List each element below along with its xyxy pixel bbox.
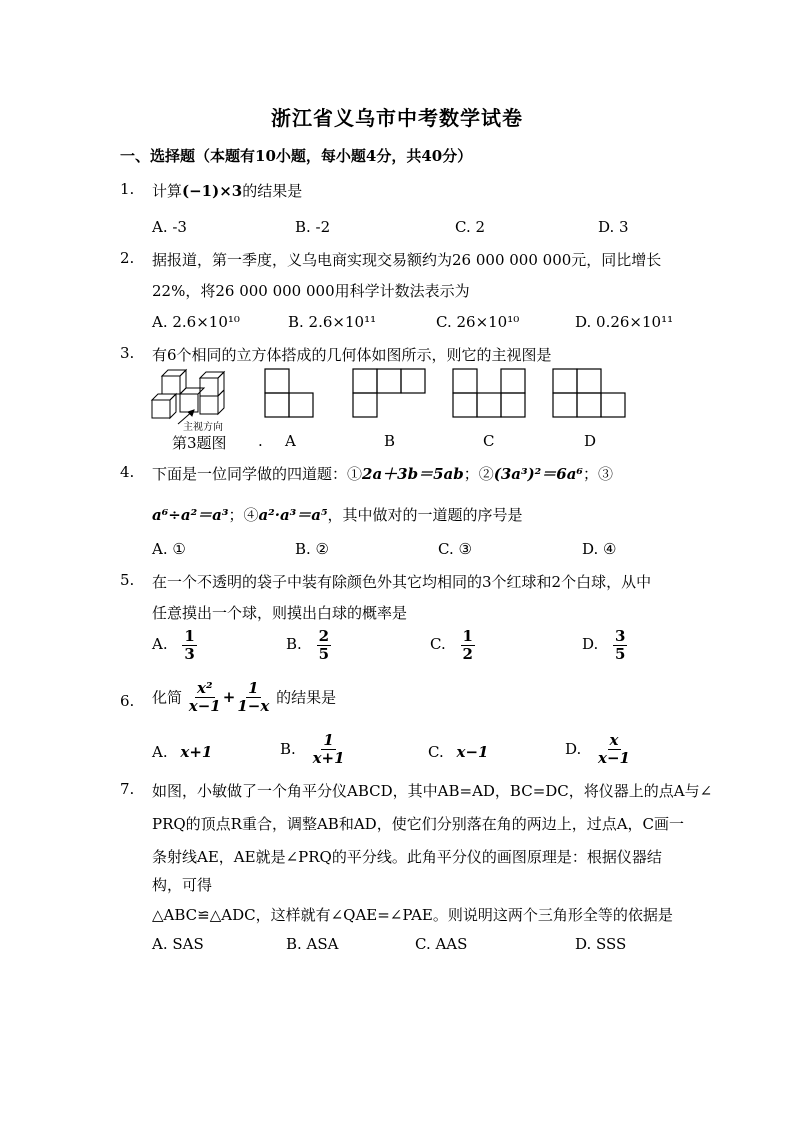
- q5-option-d-denominator: 5: [615, 644, 626, 663]
- q1-option-d: D. 3: [598, 218, 629, 236]
- q4-stem-a: 下面是一位同学做的四道题：①: [152, 465, 363, 483]
- q6-number: 6.: [120, 692, 135, 710]
- q4-number: 4.: [120, 463, 135, 481]
- q4-stem-b: ，其中做对的一道题的序号是: [327, 506, 523, 524]
- q3-option-b-view: [352, 368, 428, 418]
- q3-view-direction-label: 主视方向: [183, 422, 223, 433]
- q5-line-2: 任意摸出一个球，则摸出白球的概率是: [152, 604, 408, 622]
- q1-stem-a: 计算: [152, 182, 183, 200]
- q4-line-2: [152, 504, 523, 525]
- q3-option-c-view: [452, 368, 528, 418]
- q6-stem-b: 的结果是: [276, 688, 337, 707]
- q5-option-b-denominator: 5: [318, 644, 330, 663]
- q2-line-2: 22%，将26 000 000 000用科学计数法表示为: [152, 282, 470, 300]
- page-title: 浙江省义乌市中考数学试卷: [271, 106, 523, 130]
- q4-line-1: [152, 463, 613, 484]
- q6-option-a-label: A.: [152, 743, 168, 761]
- q2-option-d: D. 0.26×10¹¹: [575, 313, 674, 331]
- q4-expression-4: a²·a³＝a⁵: [258, 506, 328, 524]
- q5-option-b-numerator: 2: [318, 627, 330, 645]
- q6-plus: +: [222, 688, 236, 706]
- q6-option-b-numerator: 1: [323, 731, 334, 749]
- q2-number: 2.: [120, 249, 135, 267]
- q3-dot: .: [258, 432, 263, 450]
- q3-option-d: D: [584, 432, 597, 450]
- q1-stem-b: 的结果是: [242, 182, 303, 200]
- q6-option-b: [280, 732, 347, 766]
- q6-option-d-numerator: x: [609, 731, 619, 749]
- q5-option-c-denominator: 2: [462, 644, 473, 663]
- q6-option-d: [565, 732, 632, 766]
- q5-option-a-label: A.: [152, 635, 168, 653]
- q7-line-1: 如图，小敏做了一个角平分仪ABCD，其中AB=AD，BC=DC，将仪器上的点A与∠: [152, 782, 713, 800]
- q6-fraction-1-numerator: x²: [197, 679, 213, 697]
- q6-option-c: [428, 743, 488, 761]
- q5-option-a-denominator: 3: [184, 644, 195, 663]
- q4-option-d: D. ④: [582, 540, 617, 558]
- q3-option-a-view: [264, 368, 314, 418]
- q4-option-a: A. ①: [152, 540, 186, 558]
- q5-option-b-label: B.: [286, 635, 302, 653]
- q4-expression-3: a⁶÷a²＝a³: [152, 506, 229, 524]
- q5-option-c: [430, 628, 475, 662]
- q1-option-a: A. -3: [152, 218, 187, 236]
- q3-option-d-view: [552, 368, 628, 418]
- q1-option-c: C. 2: [455, 218, 486, 236]
- q1-stem: [152, 180, 302, 201]
- q3-figure-label: 第3题图: [172, 434, 227, 452]
- q6-option-b-denominator: x+1: [312, 748, 345, 767]
- q5-number: 5.: [120, 571, 135, 589]
- q4-option-b: B. ②: [295, 540, 330, 558]
- q4-option-c: C. ③: [438, 540, 472, 558]
- q7-option-a: A. SAS: [152, 935, 204, 953]
- q6-fraction-2-denominator: 1−x: [237, 696, 270, 715]
- q7-option-b: B. ASA: [286, 935, 339, 953]
- q5-line-1: 在一个不透明的袋子中装有除颜色外其它均相同的3个红球和2个白球，从中: [152, 573, 652, 591]
- q7-line-2: PRQ的顶点R重合，调整AB和AD，使它们分别落在角的两边上，过点A，C画一: [152, 815, 685, 833]
- q4-expression-2: (3a³)²＝6a⁶: [493, 465, 583, 483]
- q6-option-c-value: x−1: [456, 743, 489, 761]
- q5-option-b: [286, 628, 331, 662]
- q6-option-a-value: x+1: [180, 743, 213, 761]
- q5-option-d-label: D.: [582, 635, 599, 653]
- q2-option-b: B. 2.6×10¹¹: [288, 313, 377, 331]
- q2-option-a: A. 2.6×10¹⁰: [152, 313, 240, 331]
- q7-option-d: D. SSS: [575, 935, 627, 953]
- q3-option-a: A: [285, 432, 296, 450]
- q3-number: 3.: [120, 344, 135, 362]
- q3-stem: 有6个相同的立方体搭成的几何体如图所示，则它的主视图是: [152, 346, 552, 364]
- q7-line-3: 条射线AE，AE就是∠PRQ的平分线。此角平分仪的画图原理是：根据仪器结: [152, 848, 662, 866]
- q5-option-a-numerator: 1: [184, 627, 195, 645]
- q1-number: 1.: [120, 180, 135, 198]
- q1-option-b: B. -2: [295, 218, 331, 236]
- q2-line-1: 据报道，第一季度，义乌电商实现交易额约为26 000 000 000元，同比增长: [152, 251, 662, 269]
- q5-option-a: [152, 628, 197, 662]
- q4-separator-3: ；④: [228, 506, 259, 524]
- q7-number: 7.: [120, 780, 135, 798]
- q3-option-c: C: [483, 432, 495, 450]
- q4-separator-2: ；③: [582, 465, 613, 483]
- q6-option-b-label: B.: [280, 740, 296, 758]
- q6-option-d-denominator: x−1: [598, 748, 630, 767]
- q6-stem-a: 化简: [152, 688, 183, 707]
- q1-expression: (−1)×3: [182, 182, 243, 200]
- q6-option-d-label: D.: [565, 740, 582, 758]
- q5-option-c-numerator: 1: [462, 627, 473, 645]
- q7-line-4: 构，可得: [152, 876, 213, 894]
- q2-option-c: C. 26×10¹⁰: [436, 313, 520, 331]
- q5-option-d: [582, 628, 627, 662]
- q7-option-c: C. AAS: [415, 935, 468, 953]
- q5-option-d-numerator: 3: [615, 627, 626, 645]
- q6-fraction-1-denominator: x−1: [188, 696, 221, 715]
- q6-stem: [152, 680, 336, 714]
- q4-expression-1: 2a＋3b＝5ab: [362, 465, 464, 483]
- q6-fraction-2-numerator: 1: [248, 679, 259, 697]
- q3-option-b: B: [384, 432, 396, 450]
- q7-line-5: △ABC≌△ADC，这样就有∠QAE=∠PAE。则说明这两个三角形全等的依据是: [152, 906, 673, 924]
- q4-separator-1: ；②: [463, 465, 494, 483]
- q5-option-c-label: C.: [430, 635, 446, 653]
- q6-option-a: [152, 743, 212, 761]
- q6-option-c-label: C.: [428, 743, 444, 761]
- section-heading: 一、选择题（本题有10小题，每小题4分，共40分）: [120, 147, 473, 165]
